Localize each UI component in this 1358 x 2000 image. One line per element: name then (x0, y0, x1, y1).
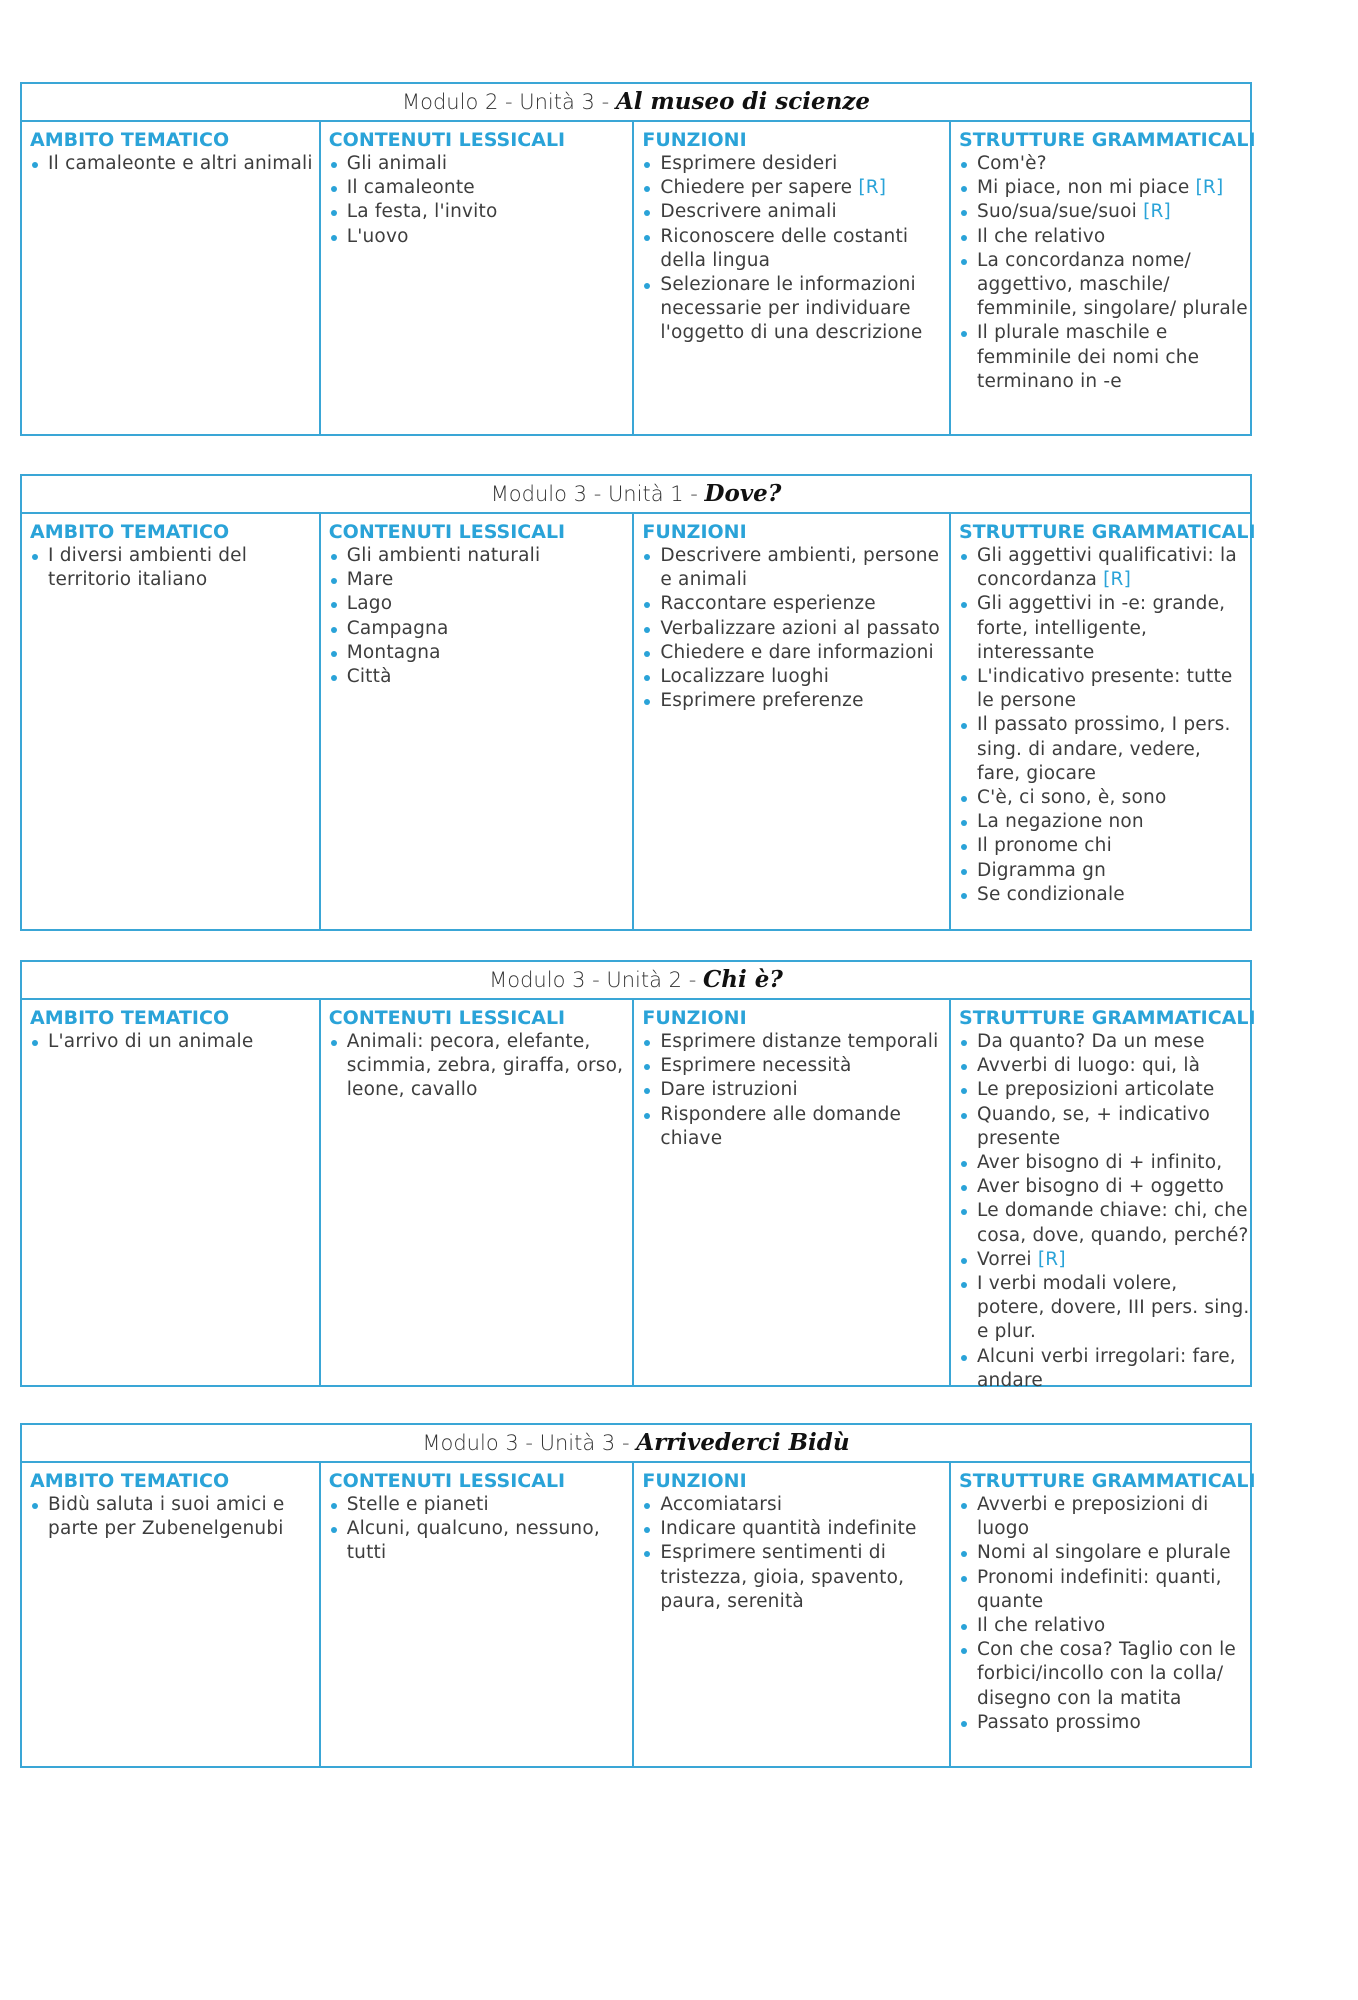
module-table (20, 1423, 1256, 1768)
list-item: Accomiatarsi (642, 1493, 949, 1517)
column-header: CONTENUTI LESSICALI (328, 129, 566, 151)
review-tag: [R] (1037, 1248, 1066, 1270)
list-item: L'indicativo presente: tutte le persone (959, 665, 1250, 713)
strutture-column (951, 514, 1256, 929)
column-header: CONTENUTI LESSICALI (328, 1470, 566, 1492)
list-item: Nomi al singolare e plurale (959, 1541, 1250, 1565)
list-item: Gli ambienti naturali (329, 544, 633, 568)
contenuti-column (321, 122, 635, 434)
column-header: CONTENUTI LESSICALI (328, 1007, 566, 1029)
list-item: Il camaleonte (329, 176, 633, 200)
list-item: Lago (329, 592, 633, 616)
list-item: Chiedere e dare informazioni (642, 641, 949, 665)
contenuti-column (321, 1000, 635, 1385)
list-item: I diversi ambienti del territorio italiano (30, 544, 319, 592)
list-item: Il plurale maschile e femminile dei nomi che terminano in -e (959, 321, 1250, 394)
module-table (20, 960, 1256, 1391)
module-title (22, 476, 1250, 514)
list-item: Da quanto? Da un mese (959, 1030, 1250, 1054)
column-header: AMBITO TEMATICO (30, 521, 230, 543)
list-item: Gli animali (329, 152, 633, 176)
list-item: Localizzare luoghi (642, 665, 949, 689)
module-title-prefix: Modulo 3 - Unità 3 - (422, 1431, 637, 1455)
list-item: Indicare quantità indefinite (642, 1517, 949, 1541)
module-title-prefix: Modulo 3 - Unità 1 - (490, 482, 705, 506)
review-tag: [R] (1195, 177, 1224, 199)
list-item: Il pronome chi (959, 834, 1250, 858)
list-item: Passato prossimo (959, 1711, 1250, 1735)
module-title-prefix: Modulo 2 - Unità 3 - (402, 90, 616, 114)
column-header: FUNZIONI (642, 1470, 747, 1492)
list-item: Avverbi di luogo: qui, là (959, 1054, 1250, 1078)
list-item: Gli aggettivi qualificativi: la concordanza [R] (959, 544, 1250, 592)
module-title-prefix: Modulo 3 - Unità 2 - (489, 968, 703, 992)
list-item: Il camaleonte e altri animali (30, 152, 319, 176)
list-item: Chiedere per sapere [R] (642, 176, 949, 200)
contenuti-column (321, 514, 635, 929)
list-item: Avverbi e preposizioni di luogo (959, 1493, 1250, 1541)
unit-name: Al museo di scienze (615, 88, 870, 115)
funzioni-column (634, 1463, 951, 1766)
funzioni-column (634, 1000, 951, 1385)
list-item: Quando, se, + indicativo presente (959, 1103, 1250, 1151)
list-item: Vorrei [R] (959, 1248, 1250, 1272)
list-item: Mare (329, 568, 633, 592)
strutture-column (951, 1000, 1256, 1391)
list-item: La concordanza nome/ aggettivo, maschile/ femminile, singolare/ plurale (959, 249, 1250, 322)
column-header: STRUTTURE GRAMMATICALI (959, 521, 1256, 543)
list-item: Gli aggettivi in -e: grande, forte, intelligente, interessante (959, 592, 1250, 665)
list-item: Il che relativo (959, 1614, 1250, 1638)
list-item: Mi piace, non mi piace [R] (959, 176, 1250, 200)
column-header: FUNZIONI (642, 129, 747, 151)
contenuti-column (321, 1463, 635, 1766)
list-item: Raccontare esperienze (642, 592, 949, 616)
column-header: CONTENUTI LESSICALI (328, 521, 566, 543)
list-item: Città (329, 665, 633, 689)
column-header: AMBITO TEMATICO (30, 1470, 230, 1492)
list-item: Animali: pecora, elefante, scimmia, zebra, giraffa, orso, leone, cavallo (329, 1030, 633, 1103)
column-header: AMBITO TEMATICO (30, 129, 230, 151)
list-item: Descrivere ambienti, persone e animali (642, 544, 949, 592)
list-item: Alcuni verbi irregolari: fare, andare (959, 1345, 1250, 1393)
unit-name: Dove? (704, 480, 782, 507)
ambito-column (22, 1463, 321, 1766)
funzioni-column (634, 122, 951, 434)
column-header: AMBITO TEMATICO (30, 1007, 230, 1029)
list-item: Descrivere animali (642, 200, 949, 224)
funzioni-column (634, 514, 951, 929)
list-item: Suo/sua/sue/suoi [R] (959, 200, 1250, 224)
review-tag: [R] (1143, 201, 1171, 223)
list-item: Se condizionale (959, 883, 1250, 907)
list-item: Esprimere distanze temporali (642, 1030, 949, 1054)
review-tag: [R] (1103, 569, 1132, 591)
module-table (20, 82, 1256, 436)
list-item: Verbalizzare azioni al passato (642, 617, 949, 641)
list-item: La festa, l'invito (329, 200, 633, 224)
list-item: L'arrivo di un animale (30, 1030, 319, 1054)
list-item: Rispondere alle domande chiave (642, 1103, 949, 1151)
column-header: FUNZIONI (642, 521, 747, 543)
list-item: Il che relativo (959, 225, 1250, 249)
list-item: I verbi modali volere, potere, dovere, III pers. sing. e plur. (959, 1272, 1250, 1345)
list-item: Dare istruzioni (642, 1078, 949, 1102)
ambito-column (22, 514, 321, 929)
list-item: Le domande chiave: chi, che cosa, dove, quando, perché? (959, 1199, 1250, 1247)
list-item: Alcuni, qualcuno, nessuno, tutti (329, 1517, 633, 1565)
list-item: Riconoscere delle costanti della lingua (642, 225, 949, 273)
module-title (22, 1425, 1250, 1463)
list-item: Montagna (329, 641, 633, 665)
list-item: La negazione non (959, 810, 1250, 834)
ambito-column (22, 122, 321, 434)
column-header: FUNZIONI (642, 1007, 747, 1029)
list-item: L'uovo (329, 225, 633, 249)
list-item: Pronomi indefiniti: quanti, quante (959, 1566, 1250, 1614)
list-item: Aver bisogno di + infinito, (959, 1151, 1250, 1175)
module-table (20, 474, 1256, 931)
review-tag: [R] (858, 177, 887, 199)
column-header: STRUTTURE GRAMMATICALI (959, 1470, 1256, 1492)
list-item: Com'è? (959, 152, 1250, 176)
module-title (22, 962, 1250, 1000)
ambito-column (22, 1000, 321, 1385)
list-item: Campagna (329, 617, 633, 641)
list-item: Esprimere desideri (642, 152, 949, 176)
list-item: Aver bisogno di + oggetto (959, 1175, 1250, 1199)
column-header: STRUTTURE GRAMMATICALI (959, 129, 1256, 151)
strutture-column (951, 1463, 1256, 1766)
column-header: STRUTTURE GRAMMATICALI (959, 1007, 1256, 1029)
list-item: Esprimere preferenze (642, 689, 949, 713)
module-title (22, 84, 1250, 122)
list-item: Il passato prossimo, I pers. sing. di andare, vedere, fare, giocare (959, 713, 1250, 786)
list-item: Digramma gn (959, 859, 1250, 883)
list-item: Selezionare le informazioni necessarie per individuare l'oggetto di una descrizione (642, 273, 949, 346)
list-item: Con che cosa? Taglio con le forbici/incollo con la colla/ disegno con la matita (959, 1638, 1250, 1711)
list-item: Le preposizioni articolate (959, 1078, 1250, 1102)
unit-name: Chi è? (702, 966, 783, 993)
list-item: C'è, ci sono, è, sono (959, 786, 1250, 810)
list-item: Esprimere necessità (642, 1054, 949, 1078)
list-item: Stelle e pianeti (329, 1493, 633, 1517)
list-item: Esprimere sentimenti di tristezza, gioia, spavento, paura, serenità (642, 1541, 949, 1614)
unit-name: Arrivederci Bidù (636, 1429, 850, 1456)
list-item: Bidù saluta i suoi amici e parte per Zubenelgenubi (30, 1493, 319, 1541)
strutture-column (951, 122, 1256, 434)
